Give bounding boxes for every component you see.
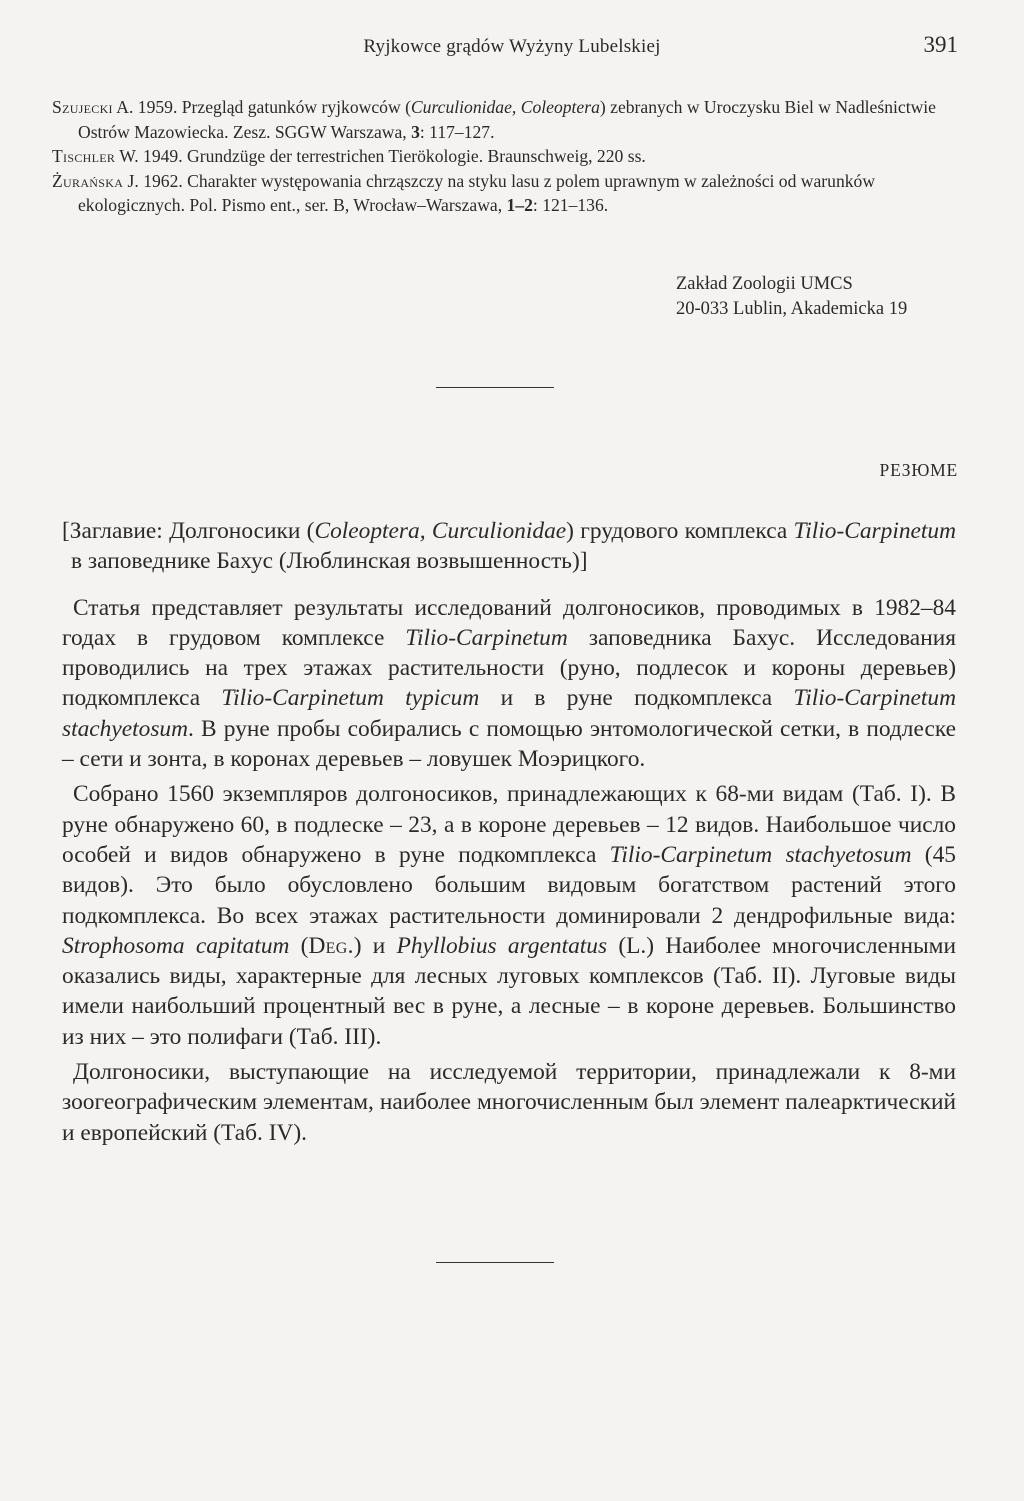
page-number: 391 (923, 32, 958, 57)
text-run: (L.) Наиболее многочисленными оказались виды, характерные для лесных луговых комплексов (Таб. II). Луговые виды имели наибольший процентный вес в руне, а лесные – в короне деревьев. Большинство из них – это полифаги (Таб. III). (62, 932, 957, 1050)
page-header (0, 30, 1024, 66)
reference-italic: Curculionidae, Coleoptera (410, 97, 600, 117)
reference-author: Tischler (52, 146, 116, 167)
section-divider (436, 387, 554, 388)
taxon-name: Coleoptera, Curculionidae (314, 518, 567, 544)
resume-body (62, 516, 956, 1153)
text-run: [Заглавие: Долгоносики ( (62, 518, 315, 544)
taxon-name: Phyllobius argentatus (396, 932, 608, 959)
reference-author: Żurańska (52, 170, 124, 191)
text-run: заповедника Бахус. Исследования проводились на трех этажах растительности (руно, подлесок и короны деревьев) подкомплекса (62, 624, 956, 712)
resume-paragraph-1 (62, 593, 956, 775)
end-divider (436, 1262, 554, 1263)
affiliation-address: 20-033 Lublin, Akademicka 19 (676, 299, 908, 319)
text-run: Статья представляет результаты исследований долгоносиков, проводимых в 1982–84 годах в грудовом комплексе (62, 594, 956, 651)
reference-entry (52, 169, 962, 218)
text-run: и в руне подкомплекса (479, 685, 794, 712)
running-title: Ryjkowce grądów Wyżyny Lubelskiej (363, 36, 661, 57)
taxon-name: Tilio-Carpinetum stachyetosum (609, 841, 912, 868)
resume-paragraph-2 (62, 779, 956, 1052)
affiliation-institution: Zakład Zoologii UMCS (676, 274, 853, 294)
text-run: Долгоносики, выступающие на исследуемой территории, принадлежали к 8-ми зоогеографическим элементам, наиболее многочисленным был элемент палеарктический и европейский (Таб. IV). (62, 1059, 956, 1146)
text-run: ( (289, 932, 309, 959)
text-run: Собрано 1560 экземпляров долгоносиков, принадлежающих к 68-ми видам (Таб. I). В руне обнаружено 60, в подлеске – 23, а в короне деревьев – 12 видов. Наибольшое число особей и видов обнаружено в руне подкомплекса (62, 781, 956, 868)
reference-volume: 3 (411, 121, 420, 142)
text-run: ) и (353, 932, 397, 959)
reference-list (52, 95, 962, 218)
author-affiliation (676, 272, 976, 322)
taxon-name: Strophosoma capitatum (62, 932, 290, 959)
reference-author: Szujecki (52, 97, 113, 117)
reference-text: J. 1962. Charakter występowania chrząszczy na styku lasu z polem uprawnym w zależności od warunków ekologicznych. Pol. Pismo ent., ser. B, Wrocław–Warszawa, (78, 170, 876, 216)
taxon-name: Tilio-Carpinetum (793, 518, 957, 544)
resume-title (62, 516, 956, 577)
reference-volume: 1–2 (506, 195, 533, 216)
text-run: (45 видов). Это было обусловлено большим видовым богатством растений этого подкомплекса. Во всех этажах растительности доминировали 2 дендрофильные вида: (62, 841, 956, 929)
text-run: ) грудового комплекса (566, 518, 794, 544)
reference-text: : 117–127. (419, 121, 495, 142)
text-run: . В руне пробы собирались с помощью энтомологической сетки, в подлеске – сети и зонта, в коронах деревьев – ловушек Моэрицкого. (62, 715, 956, 773)
reference-entry (52, 144, 962, 169)
taxon-name: Tilio-Carpinetum typicum (221, 685, 480, 712)
author-abbrev: Deg. (308, 932, 354, 959)
reference-entry (52, 95, 962, 144)
resume-heading: РЕЗЮМЕ (879, 460, 958, 480)
text-run: в заповеднике Бахус (Люблинская возвышенность)] (71, 548, 588, 575)
resume-paragraph-3 (62, 1057, 956, 1148)
taxon-name: Tilio-Carpinetum stachyetosum (62, 685, 956, 742)
reference-text: : 121–136. (532, 195, 609, 216)
reference-text: A. 1959. Przegląd gatunków ryjkowców ( (112, 97, 411, 117)
reference-text: ) zebranych w Uroczysku Biel w Nadleśnictwie Ostrów Mazowiecka. Zesz. SGGW Warszawa, (78, 97, 936, 142)
taxon-name: Tilio-Carpinetum (405, 624, 568, 651)
reference-text: W. 1949. Grundzüge der terrestrichen Tierökologie. Braunschweig, 220 ss. (115, 146, 646, 167)
